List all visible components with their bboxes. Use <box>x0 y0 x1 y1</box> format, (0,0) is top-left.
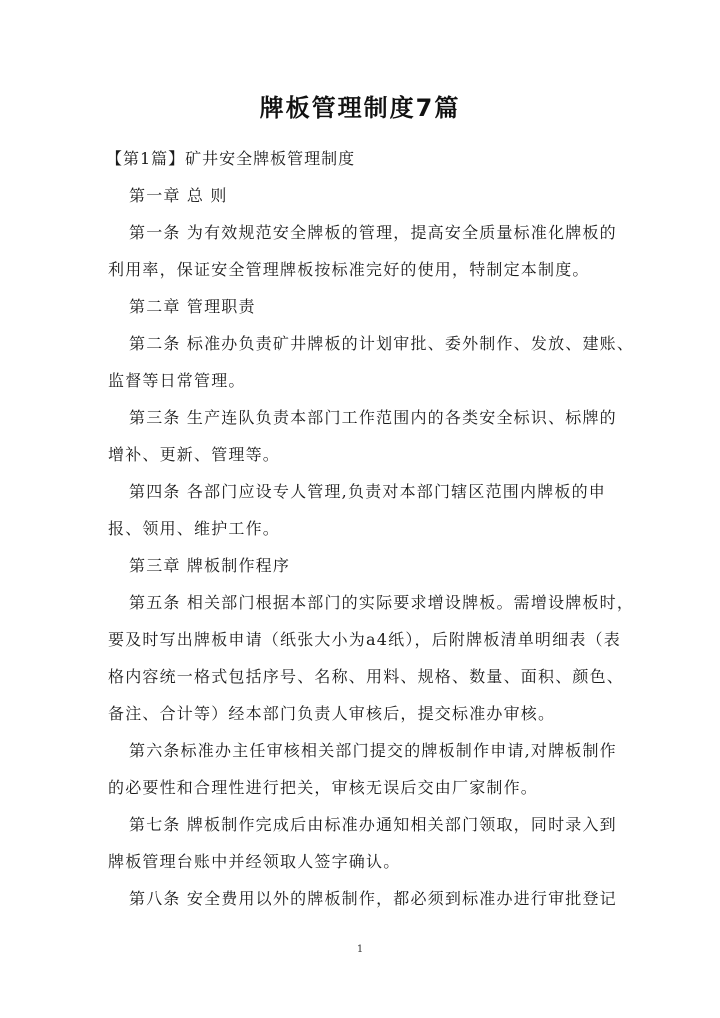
paragraph-line: 第三条 生产连队负责本部门工作范围内的各类安全标识、标牌的 <box>129 408 617 427</box>
paragraph-line: 要及时写出牌板申请（纸张大小为a4纸），后附牌板清单明细表（表 <box>108 630 621 649</box>
paragraph-line: 第六条标准办主任审核相关部门提交的牌板制作申请,对牌板制作 <box>129 741 617 760</box>
paragraph-line: 的必要性和合理性进行把关，审核无误后交由厂家制作。 <box>108 778 539 797</box>
paragraph-line: 第八条 安全费用以外的牌板制作，都必须到标准办进行审批登记 <box>129 889 617 908</box>
paragraph-line: 报、领用、维护工作。 <box>108 519 281 538</box>
paragraph-line: 牌板管理台账中并经领取人签字确认。 <box>108 852 401 871</box>
paragraph-line: 第二条 标准办负责矿井牌板的计划审批、委外制作、发放、建账、 <box>129 334 635 353</box>
chapter-heading: 第三章 牌板制作程序 <box>129 556 291 575</box>
paragraph-line: 增补、更新、管理等。 <box>108 445 281 464</box>
chapter-heading: 第二章 管理职责 <box>129 297 256 316</box>
paragraph-line: 格内容统一格式包括序号、名称、用料、规格、数量、面积、颜色、 <box>108 667 625 686</box>
paragraph-line: 利用率，保证安全管理牌板按标准完好的使用，特制定本制度。 <box>108 260 590 279</box>
section-header: 【第1篇】矿井安全牌板管理制度 <box>106 149 356 168</box>
paragraph-line: 第四条 各部门应设专人管理,负责对本部门辖区范围内牌板的申 <box>129 482 606 501</box>
page-number: 1 <box>356 944 364 955</box>
chapter-heading: 第一章 总 则 <box>129 186 228 205</box>
document-body <box>106 140 635 917</box>
document-title: 牌板管理制度7篇 <box>259 94 461 122</box>
paragraph-line: 监督等日常管理。 <box>108 371 246 390</box>
paragraph-line: 第一条 为有效规范安全牌板的管理，提高安全质量标准化牌板的 <box>129 223 617 242</box>
paragraph-line: 第五条 相关部门根据本部门的实际要求增设牌板。需增设牌板时， <box>129 593 635 612</box>
paragraph-line: 第七条 牌板制作完成后由标准办通知相关部门领取，同时录入到 <box>129 815 617 834</box>
paragraph-line: 备注、合计等）经本部门负责人审核后，提交标准办审核。 <box>108 704 556 723</box>
